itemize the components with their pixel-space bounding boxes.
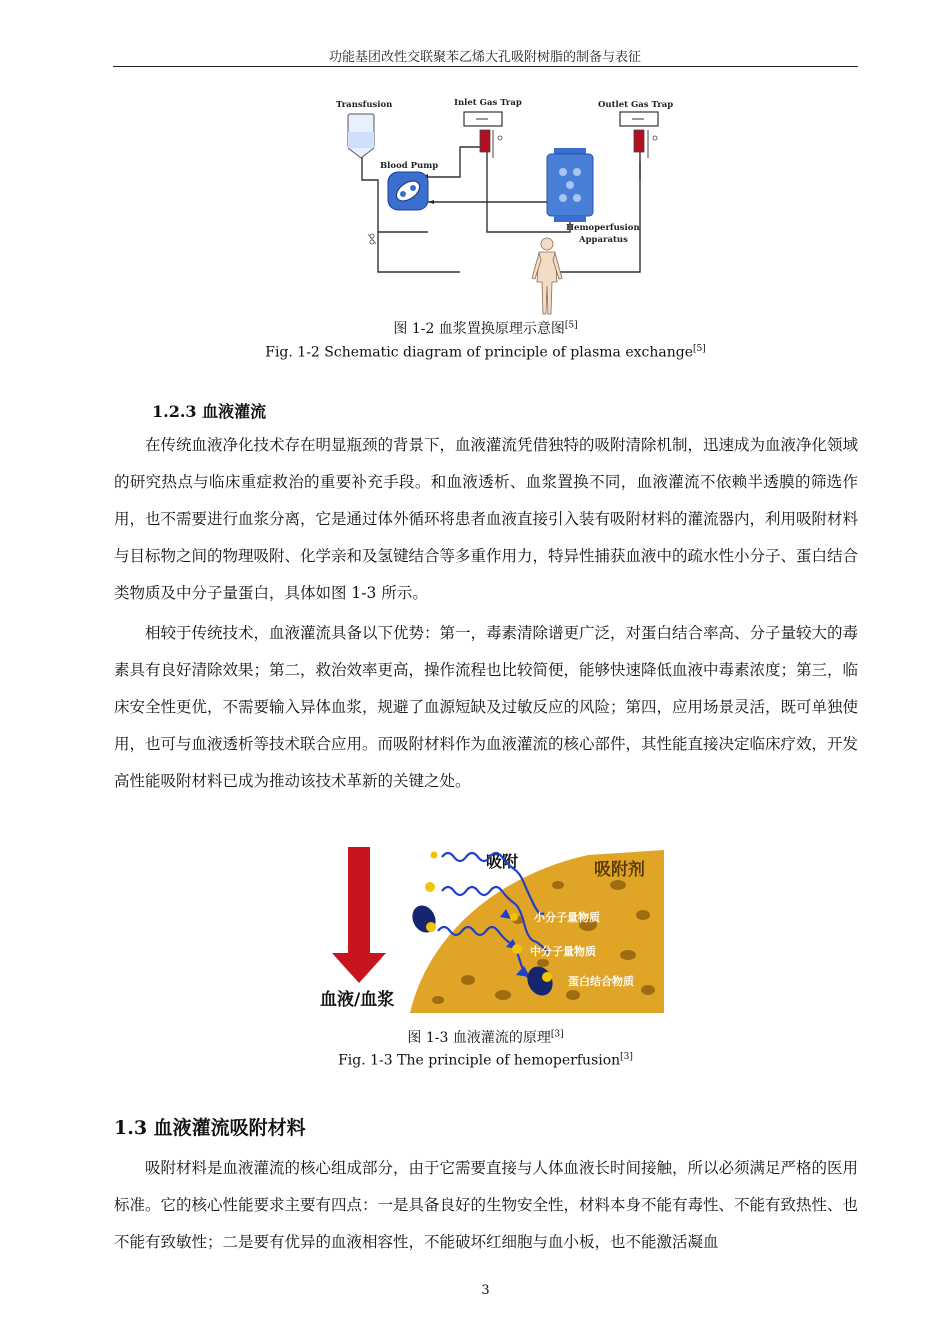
outlet-gas-trap-icon <box>620 112 658 158</box>
page-number: 3 <box>481 1283 490 1298</box>
label-small-molecule: 小分子量物质 <box>534 911 600 924</box>
patient-icon <box>532 238 562 314</box>
label-transfusion: Transfusion <box>336 100 393 110</box>
inlet-gas-trap-icon <box>464 112 502 158</box>
label-blood-plasma: 血液/血浆 <box>320 990 395 1010</box>
blood-flow-arrow-icon <box>332 847 386 983</box>
label-inlet-gas-trap: Inlet Gas Trap <box>454 98 522 108</box>
label-adsorbent: 吸附剂 <box>594 860 645 880</box>
blood-pump-icon <box>388 172 428 210</box>
label-blood-pump: Blood Pump <box>380 161 439 171</box>
paragraph: 相较于传统技术，血液灌流具备以下优势：第一，毒素清除谱更广泛，对蛋白结合率高、分子量较大的毒素具有良好清除效果；第二，救治效率更高，操作流程也比较简便，能够快速降低血液中毒素浓度；第三，临床安全性更优，不需要输入异体血浆，规避了血源短缺及过敏反应的风险；第四，应用场景灵活，既可单独使用，也可与血液透析等技术联合应用。而吸附材料作为血液灌流的核心部件，其性能直接决定临床疗效，开发高性能吸附材料已成为推动该技术革新的关键之处。 <box>114 624 859 790</box>
figure-1-2-caption-cn: 图 1-2 血浆置换原理示意图[5] <box>393 320 578 337</box>
transfusion-bag-icon <box>348 114 374 158</box>
label-protein-bound: 蛋白结合物质 <box>568 975 634 988</box>
label-hemoperfusion-2: Apparatus <box>579 235 628 245</box>
label-outlet-gas-trap: Outlet Gas Trap <box>598 100 674 110</box>
label-adsorption: 吸附 <box>486 852 519 871</box>
protein-bound-molecule-icon <box>408 902 440 937</box>
label-hemoperfusion-1: Hemoperfusion <box>566 223 640 233</box>
figure-1-3-caption-cn: 图 1-3 血液灌流的原理[3] <box>407 1029 564 1046</box>
header-rule <box>113 66 858 67</box>
running-header: 功能基团改性交联聚苯乙烯大孔吸附树脂的制备与表征 <box>328 50 641 65</box>
hemoperfusion-column-icon <box>547 148 593 222</box>
figure-1-3-caption-en: Fig. 1-3 The principle of hemoperfusion[3] <box>338 1052 633 1069</box>
clamp-icon <box>368 234 376 244</box>
medium-molecule-icon <box>425 882 435 892</box>
paragraph: 在传统血液净化技术存在明显瓶颈的背景下，血液灌流凭借独特的吸附清除机制，迅速成为血液净化领域的研究热点与临床重症救治的重要补充手段。和血液透析、血浆置换不同，血液灌流不依赖半透膜的筛选作用，也不需要进行血浆分离，它是通过体外循环将患者血液直接引入装有吸附材料的灌流器内，利用吸附材料与目标物之间的物理吸附、化学亲和及氢键结合等多重作用力，特异性捕获血液中的疏水性小分子、蛋白结合类物质及中分子量蛋白，具体如图 1-3 所示。 <box>114 436 859 602</box>
section-heading-1-3: 1.3 血液灌流吸附材料 <box>114 1117 306 1139</box>
figure-1-2-caption-en: Fig. 1-2 Schematic diagram of principle of plasma exchange[5] <box>265 344 706 361</box>
section-heading-1-2-3: 1.2.3 血液灌流 <box>152 402 267 421</box>
hemoperfusion-principle-figure <box>318 845 664 1013</box>
plasma-exchange-diagram <box>330 92 680 317</box>
small-molecule-icon <box>431 852 438 859</box>
label-medium-molecule: 中分子量物质 <box>530 945 596 958</box>
paragraph: 吸附材料是血液灌流的核心组成部分，由于它需要直接与人体血液长时间接触，所以必须满足严格的医用标准。它的核心性能要求主要有四点：一是具备良好的生物安全性，材料本身不能有毒性、不能有致热性、也不能有致敏性；二是要有优异的血液相容性，不能破坏红细胞与血小板，也不能激活凝血 <box>114 1159 859 1251</box>
